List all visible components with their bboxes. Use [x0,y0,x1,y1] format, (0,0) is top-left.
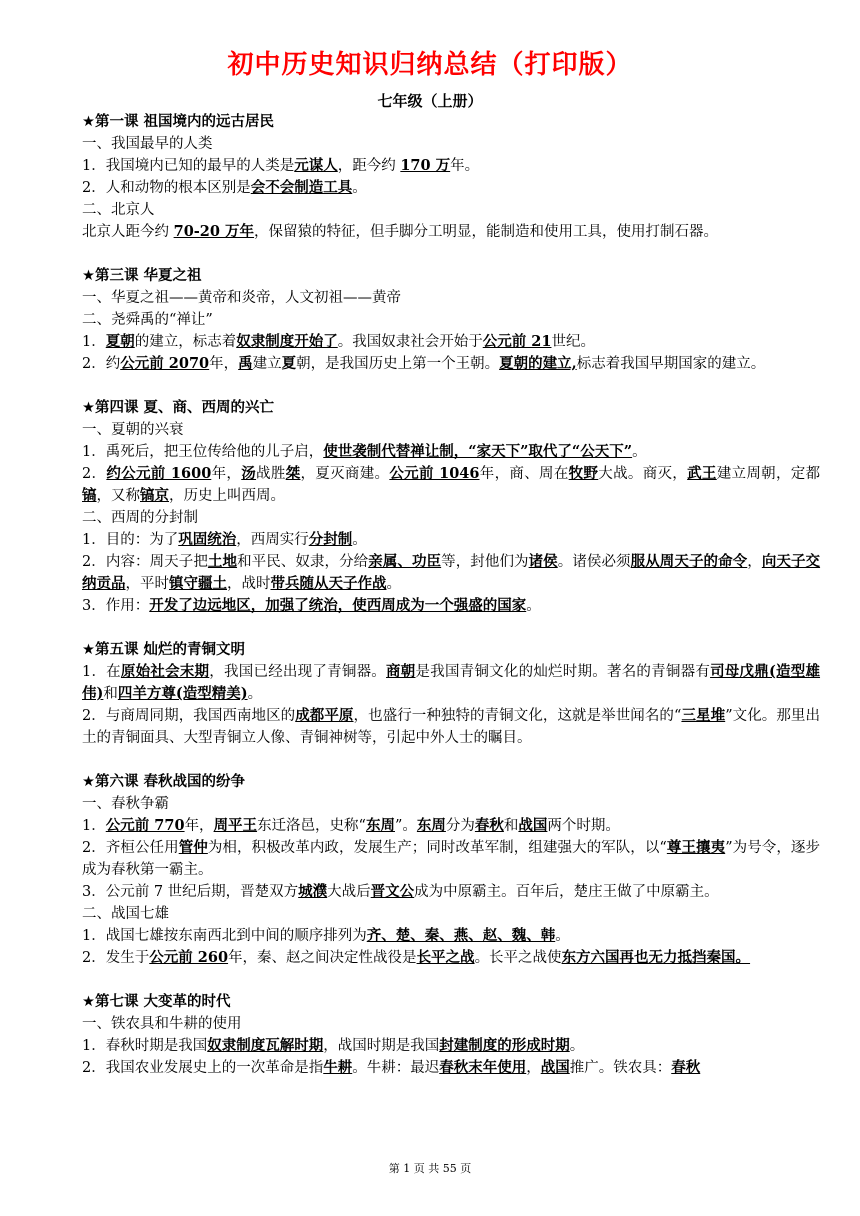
key-term: 牛耕 [323,1059,353,1076]
text-segment: 。 [352,180,367,196]
text-line [82,529,820,551]
text-segment: ”文化。那里出土的青铜面具、大型青铜立人像、青铜神树等，引起中外人士的瞩目。 [82,708,821,746]
text-segment: 一、华夏之祖——黄帝和炎帝，人文初祖——黄帝 [82,290,401,306]
key-term: 商朝 [386,663,416,680]
text-segment: 两个时期。 [547,818,620,834]
text-line [82,1057,820,1079]
key-term: 公元前 2070 [120,355,210,372]
text-segment: 北京人距今约 [82,224,174,240]
text-segment: 。 [247,686,263,702]
lesson-heading: ★第六课 春秋战国的纷争 [82,774,246,790]
text-segment: 二、北京人 [82,202,155,218]
key-term: 战国 [540,1059,570,1076]
blank-line [82,749,820,771]
text-segment: 。长平之战使 [474,950,562,966]
text-line [82,595,820,617]
text-segment: 。 [526,598,541,614]
key-term: 司母戊鼎(造型雄伟) [82,663,821,702]
text-segment: 战胜 [256,466,286,482]
text-line [82,155,820,177]
text-segment: 2．发生于 [82,950,150,966]
key-term: 汤 [241,465,257,482]
text-segment: ，保留猿的特征，但手脚分工明显，能制造和使用工具，使用打制石器。 [254,224,719,240]
text-segment: 2．我国农业发展史上的一次革命是指 [82,1060,324,1076]
text-line [82,793,820,815]
text-segment: 建立周朝，定都 [716,466,821,482]
key-term: 170 万 [400,157,451,174]
text-segment: ，也盛行一种独特的青铜文化，这就是举世闻名的“ [353,708,682,724]
text-segment: 分为 [445,818,475,834]
key-term: 晋文公 [370,883,415,900]
text-segment: 1．我国境内已知的最早的人类是 [82,158,295,174]
text-segment: 世纪。 [551,334,595,350]
text-line [82,177,820,199]
key-term: 70-20 万年 [173,223,255,240]
text-segment: 和平民、奴隶，分给 [237,554,369,570]
text-segment: ，历史上叫西周。 [169,488,285,504]
text-segment: 一、春秋争霸 [82,796,169,812]
text-line [82,309,820,331]
key-term: 土地 [207,553,238,570]
text-segment: 2． [82,466,107,482]
text-line [82,1035,820,1057]
key-term: 夏朝的建立, [499,355,577,372]
lesson-heading: ★第四课 夏、商、西周的兴亡 [82,400,275,416]
text-line [82,837,820,881]
text-segment: ，又称 [96,488,140,504]
text-line [82,661,820,705]
text-segment: 等，封他们为 [441,554,529,570]
lesson-heading: ★第五课 灿烂的青铜文明 [82,642,246,658]
key-term: 周平王 [213,817,258,834]
text-line [82,551,820,595]
key-term: 城濮 [298,883,328,900]
text-segment: 。我国奴隶社会开始于 [337,334,483,350]
key-term: 公元前 260 [149,949,229,966]
key-term: 会不会制造工具 [250,179,353,196]
text-segment: 年。 [450,158,480,174]
text-segment: 3．公元前 7 世纪后期，晋楚双方 [82,884,299,900]
text-line [82,815,820,837]
key-term: 分封制 [308,531,353,548]
key-term: 使世袭制代替禅让制，“家天下”取代了“公天下” [323,443,633,460]
key-term: 镐京 [140,487,169,504]
key-term: 齐、楚、秦、燕、赵、魏、韩 [366,927,556,944]
text-line [82,1013,820,1035]
text-segment: 1．在 [82,664,121,680]
text-segment: 和 [103,686,118,702]
blank-line [82,617,820,639]
text-segment: ，西周实行 [236,532,309,548]
lesson-heading: ★第一课 祖国境内的远古居民 [82,114,275,130]
text-segment: 推广。铁农具： [569,1060,672,1076]
text-segment: 和 [503,818,519,834]
text-segment: ，战国时期是我国 [323,1038,440,1054]
key-term: 亲属、功臣 [368,553,442,570]
text-line [82,353,820,375]
key-term: 春秋 [671,1059,701,1076]
text-segment: 1．春秋时期是我国 [82,1038,208,1054]
text-segment: 。 [386,576,401,592]
text-segment: ”。 [394,818,417,834]
text-segment: 。诸侯必须 [557,554,631,570]
text-segment: 2．内容：周天子把 [82,554,208,570]
text-segment: ，夏灭商建。 [300,466,390,482]
key-term: 公元前 21 [482,333,552,350]
text-line [82,441,820,463]
text-line [82,705,820,749]
key-term: 尊王攘夷 [666,839,726,856]
blank-line [82,243,820,265]
text-segment: 年， [211,466,242,482]
text-segment: 大战后 [327,884,371,900]
key-term: 公元前 770 [105,817,185,834]
text-line [82,903,820,925]
text-segment: 。 [352,532,367,548]
key-term: 牧野 [568,465,599,482]
text-segment: 年，商、周在 [479,466,569,482]
text-segment: 一、铁农具和牛耕的使用 [82,1016,242,1032]
text-segment: 一、夏朝的兴衰 [82,422,184,438]
text-segment: 年， [209,356,239,372]
key-term: 东周 [416,817,446,834]
key-term: 管仲 [178,839,208,856]
key-term: 东方六国再也无力抵挡秦国。 [561,949,751,966]
text-segment: 。 [632,444,647,460]
blank-line [82,969,820,991]
document-body [82,111,820,1079]
key-term: 东周 [365,817,395,834]
text-line [82,507,820,529]
key-term: 带兵随从天子作战 [270,575,387,592]
key-term: 镇守疆土 [169,575,227,592]
blank-line [82,375,820,397]
key-term: 向天子交纳贡品 [82,553,821,592]
key-term: 武王 [687,465,717,482]
text-line [82,133,820,155]
key-term: 封建制度的形成时期 [439,1037,570,1054]
text-segment: 1．目的：为了 [82,532,179,548]
text-segment: 是我国青铜文化的灿烂时期。著名的青铜器有 [415,664,711,680]
text-segment: 朝，是我国历史上第一个王朝。 [296,356,500,372]
key-term: 服从周天子的命令 [630,553,748,570]
text-segment: ，平时 [125,576,169,592]
text-segment: 东迁洛邑，史称“ [257,818,366,834]
text-segment: 。 [569,1038,585,1054]
text-segment: 年，秦、赵之间决定性战役是 [228,950,417,966]
text-segment: 二、战国七雄 [82,906,169,922]
key-term: 巩固统治 [178,531,237,548]
text-line [82,199,820,221]
document-subtitle: 七年级（上册） [377,92,483,110]
text-segment: ，距今约 [337,158,401,174]
text-segment: 二、西周的分封制 [82,510,198,526]
text-segment: 一、我国最早的人类 [82,136,213,152]
text-segment: 1． [82,334,106,350]
text-line [82,331,820,353]
text-segment: 1．禹死后，把王位传给他的儿子启， [82,444,324,460]
text-segment: 年， [184,818,214,834]
key-term: 原始社会末期 [120,663,210,680]
key-term: 奴隶制度瓦解时期 [207,1037,324,1054]
key-term: 公元前 1046 [389,465,480,482]
key-term: 奴隶制度开始了 [236,333,338,350]
text-segment: 的建立，标志着 [134,334,237,350]
key-term: 长平之战 [416,949,475,966]
text-segment: 2．约 [82,356,121,372]
text-segment: 2．与商周同期，我国西南地区的 [82,708,296,724]
text-line [82,287,820,309]
key-term: 开发了边远地区，加强了统治，使西周成为一个强盛的国家 [149,597,527,614]
text-segment: 3．作用： [82,598,150,614]
text-segment: 二、尧舜禹的“禅让” [82,312,213,328]
text-segment: 2．人和动物的根本区别是 [82,180,251,196]
text-segment: 1．战国七雄按东南西北到中间的顺序排列为 [82,928,367,944]
key-term: 三星堆 [681,707,726,724]
text-segment: 2．齐桓公任用 [82,840,179,856]
text-line [82,221,820,243]
text-line [82,463,820,507]
key-term: 元谋人 [294,157,338,174]
document-title: 初中历史知识归纳总结（打印版） [227,50,633,80]
text-segment: 标志着我国早期国家的建立。 [576,356,766,372]
key-term: 约公元前 1600 [106,465,212,482]
text-segment: 大战。商灭， [598,466,688,482]
key-term: 春秋 [474,817,504,834]
key-term: 成都平原 [295,707,354,724]
text-segment: 。牛耕：最迟 [352,1060,440,1076]
text-segment: 1． [82,818,106,834]
lesson-heading: ★第三课 华夏之祖 [82,268,202,284]
text-line [82,881,820,903]
key-term: 战国 [518,817,548,834]
text-segment: ， [526,1060,541,1076]
text-segment: 为相，积极改革内政，发展生产；同时改革军制，组建强大的军队，以“ [207,840,667,856]
key-term: 禹 [238,355,253,372]
text-segment: ，战时 [227,576,271,592]
text-segment: 成为中原霸主。百年后，楚庄王做了中原霸主。 [414,884,719,900]
bold-term: 夏 [281,355,297,372]
key-term: 镐 [82,487,97,504]
text-segment: 。 [555,928,570,944]
text-line [82,925,820,947]
page-footer: 第 1 页 共 55 页 [388,1162,472,1175]
text-segment: ， [747,554,762,570]
key-term: 诸侯 [528,553,558,570]
text-line [82,419,820,441]
text-line [82,947,820,969]
key-term: 四羊方尊(造型精美) [117,685,248,702]
key-term: 夏朝 [105,333,135,350]
text-segment: ”为号令，逐步成为春秋第一霸主。 [82,840,821,878]
text-segment: ，我国已经出现了青铜器。 [209,664,387,680]
key-term: 春秋末年使用 [439,1059,527,1076]
key-term: 桀 [285,465,301,482]
lesson-heading: ★第七课 大变革的时代 [82,994,231,1010]
text-segment: 建立 [252,356,282,372]
